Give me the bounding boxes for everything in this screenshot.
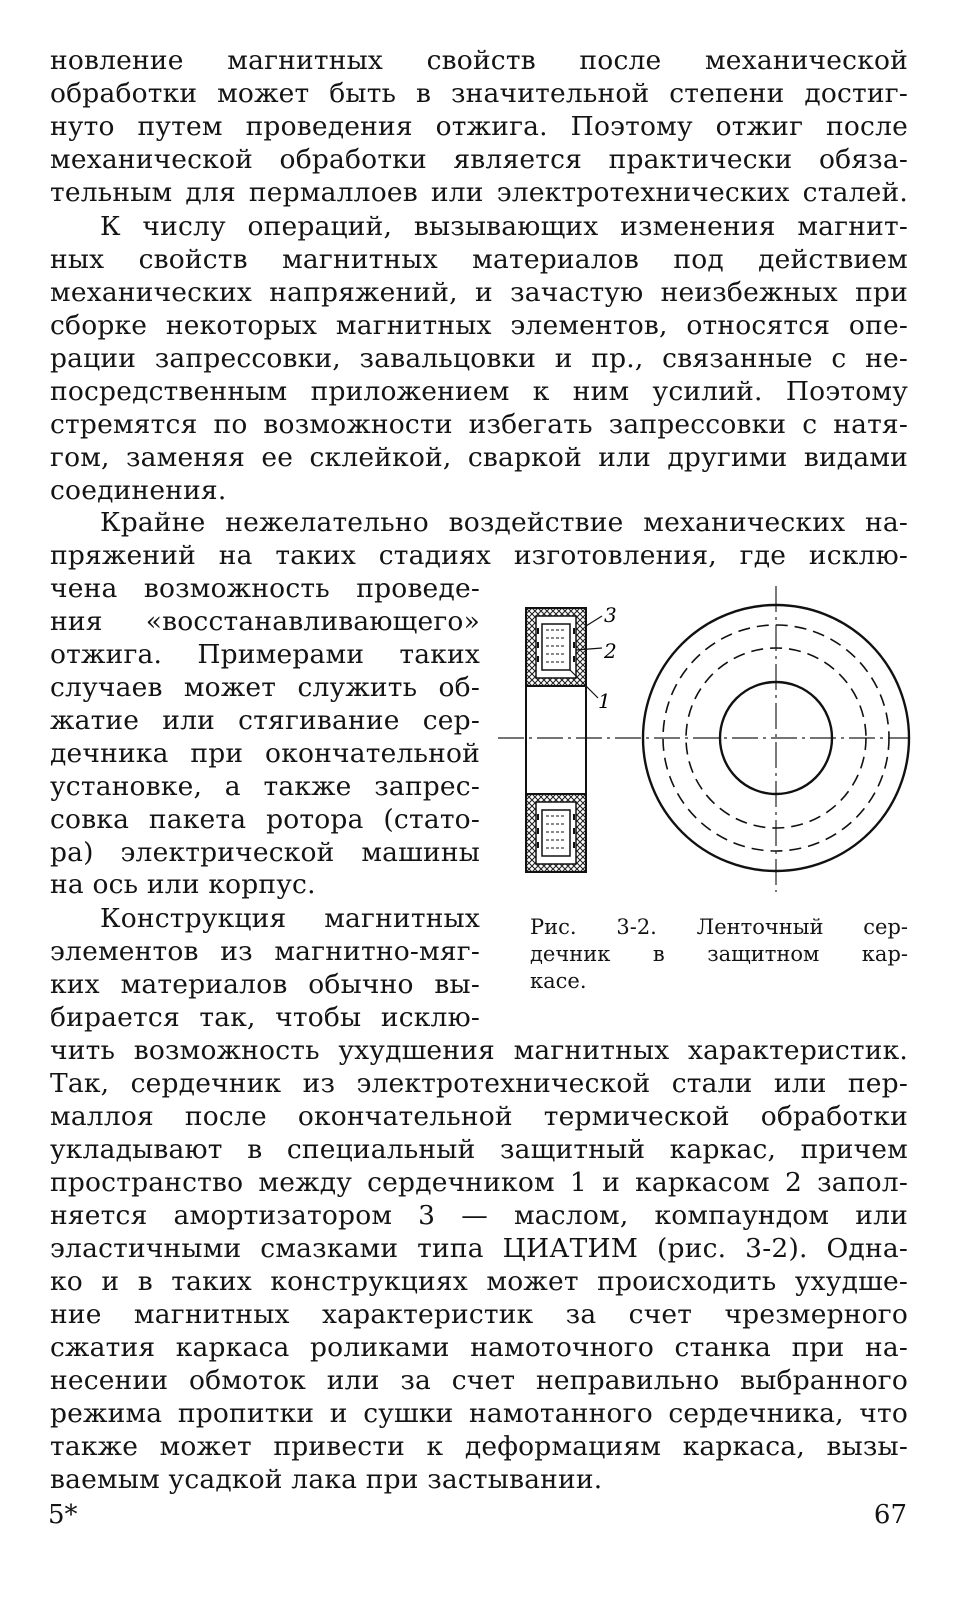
- label-2: 2: [604, 639, 617, 663]
- text-line: бирается так, чтобы исклю-: [50, 1002, 480, 1033]
- caption-line: дечник в защитном кар-: [530, 942, 908, 966]
- text-line: пространство между сердечником 1 и каркасом 2 запол-: [50, 1167, 908, 1198]
- text-line: дечника при окончательной: [50, 738, 480, 769]
- text-line: ния «восстанавливающего»: [50, 606, 480, 637]
- text-line: чить возможность ухудшения магнитных характеристик.: [50, 1035, 908, 1066]
- page-number: 67: [873, 1500, 907, 1530]
- text-line: стремятся по возможности избегать запрессовки с натя-: [50, 409, 908, 440]
- text-line: сжатия каркаса роликами намоточного станка при на-: [50, 1332, 908, 1363]
- text-line: эластичными смазками типа ЦИАТИМ (рис. 3-2). Одна-: [50, 1233, 908, 1264]
- text-line: несении обмоток или за счет неправильно выбранного: [50, 1365, 908, 1396]
- cross-section-bottom: [526, 794, 586, 872]
- text-line: ных свойств магнитных материалов под действием: [50, 244, 908, 275]
- text-line: ние магнитных характеристик за счет чрезмерного: [50, 1299, 908, 1330]
- cross-section-top: [526, 608, 586, 686]
- text-line: К числу операций, вызывающих изменения магнит-: [100, 211, 908, 242]
- text-line: жатие или стягивание сер-: [50, 705, 480, 736]
- text-line: ваемым усадкой лака при застывании.: [50, 1464, 603, 1495]
- text-line: Так, сердечник из электротехнической стали или пер-: [50, 1068, 908, 1099]
- text-line: соединения.: [50, 475, 227, 506]
- text-line: сборке некоторых магнитных элементов, относятся опе-: [50, 310, 908, 341]
- plan-view: [643, 586, 909, 892]
- label-3: 3: [604, 603, 617, 627]
- text-line: совка пакета ротора (стато-: [50, 804, 480, 835]
- text-line: посредственным приложением к ним усилий. Поэтому: [50, 376, 908, 407]
- text-line: случаев может служить об-: [50, 672, 480, 703]
- text-line: обработки может быть в значительной степени достиг-: [50, 78, 908, 109]
- text-line: няется амортизатором 3 — маслом, компаундом или: [50, 1200, 908, 1231]
- text-line: режима пропитки и сушки намотанного сердечника, что: [50, 1398, 908, 1429]
- text-line: на ось или корпус.: [50, 869, 316, 900]
- text-line: гом, заменяя ее склейкой, сваркой или другими видами: [50, 442, 908, 473]
- text-line: маллоя после окончательной термической обработки: [50, 1101, 908, 1132]
- text-line: Крайне нежелательно воздействие механических на-: [100, 507, 908, 538]
- figure-tape-core: [490, 578, 930, 902]
- text-line: новление магнитных свойств после механической: [50, 45, 908, 76]
- leader-line-3: [586, 616, 602, 626]
- text-line: нуто путем проведения отжига. Поэтому отжиг после: [50, 111, 908, 142]
- text-line: Конструкция магнитных: [100, 903, 480, 934]
- text-line: пряжений на таких стадиях изготовления, где исклю-: [50, 540, 908, 571]
- text-line: отжига. Примерами таких: [50, 639, 480, 670]
- label-1: 1: [598, 689, 611, 713]
- text-line: рации запрессовки, завальцовки и пр., связанные с не-: [50, 343, 908, 374]
- text-line: механических напряжений, и зачастую неизбежных при: [50, 277, 908, 308]
- text-line: укладывают в специальный защитный каркас, причем: [50, 1134, 908, 1165]
- text-line: ко и в таких конструкциях может происходить ухудше-: [50, 1266, 908, 1297]
- text-line: тельным для пермаллоев или электротехнических сталей.: [50, 177, 908, 208]
- signature-mark: 5*: [48, 1500, 78, 1530]
- text-line: чена возможность проведе-: [50, 573, 480, 604]
- caption-line: Рис. 3-2. Ленточный сер-: [530, 915, 908, 939]
- text-line: механической обработки является практически обяза-: [50, 144, 908, 175]
- caption-line: касе.: [530, 969, 587, 993]
- text-line: также может привести к деформациям каркаса, вызы-: [50, 1431, 908, 1462]
- text-line: ких материалов обычно вы-: [50, 969, 480, 1000]
- text-line: ра) электрической машины: [50, 837, 480, 868]
- text-line: элементов из магнитно-мяг-: [50, 936, 480, 967]
- tape-core-diagram: [490, 578, 930, 898]
- text-line: установке, а также запрес-: [50, 771, 480, 802]
